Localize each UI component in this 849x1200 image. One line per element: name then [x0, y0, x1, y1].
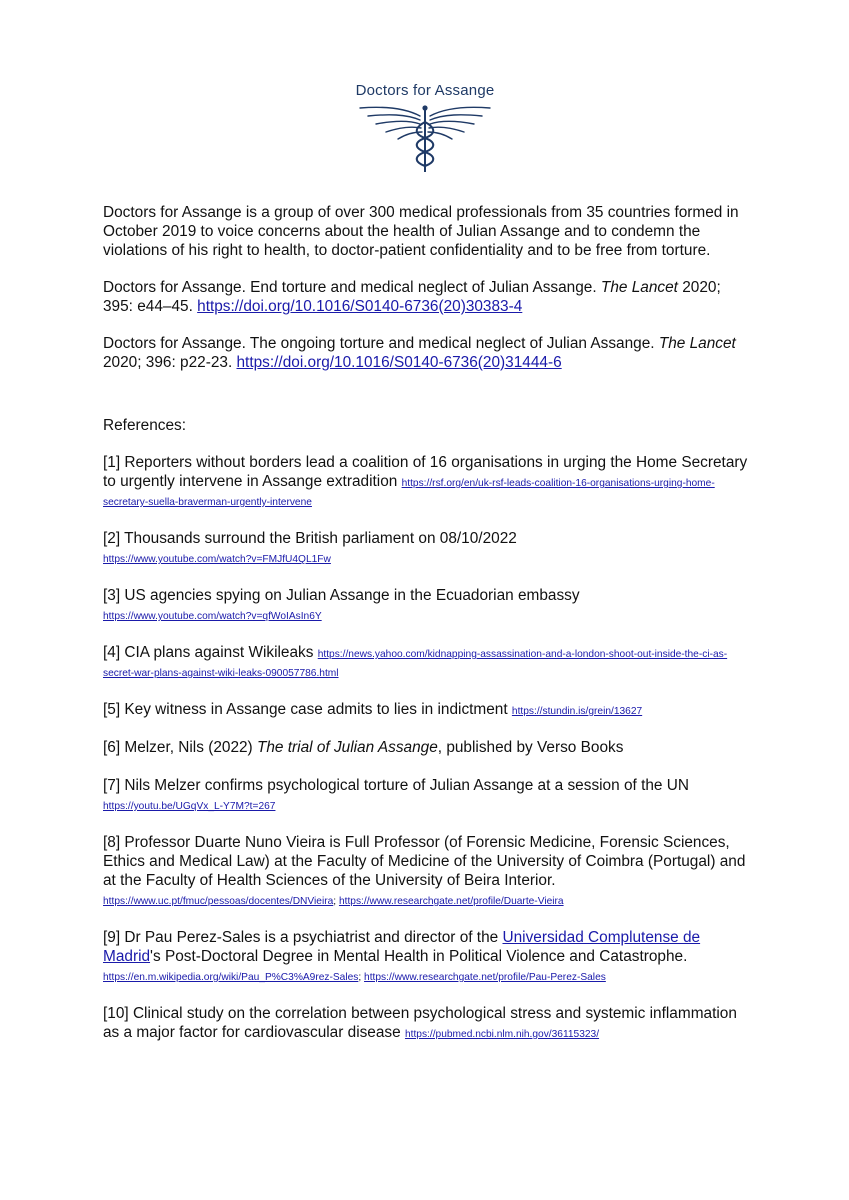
- reference-10-text: [10] Clinical study on the correlation between psychological stress and systemic inflammation as a major factor for cardiovascular disease: [103, 1005, 737, 1041]
- lancet-citation-2: [103, 334, 753, 372]
- reference-8: [103, 833, 753, 909]
- reference-2-text: [2] Thousands surround the British parliament on 08/10/2022: [103, 530, 517, 547]
- reference-1-link[interactable]: https://rsf.org/en/uk-rsf-leads-coalition-16-organisations-urging-home-secretary-suella-braverman-urgently-intervene: [103, 478, 715, 508]
- reference-5-text: [5] Key witness in Assange case admits to lies in indictment: [103, 701, 512, 718]
- lancet-citation-1: [103, 278, 753, 316]
- reference-3-link[interactable]: https://www.youtube.com/watch?v=qfWoIAsIn6Y: [103, 611, 322, 622]
- reference-4-text: [4] CIA plans against Wikileaks: [103, 644, 318, 661]
- lancet-citation-1-text: Doctors for Assange. End torture and medical neglect of Julian Assange.: [103, 279, 601, 296]
- reference-9-post: 's Post-Doctoral Degree in Mental Health in Political Violence and Catastrophe.: [150, 948, 688, 965]
- reference-2: [103, 529, 753, 567]
- reference-1-text: [1] Reporters without borders lead a coalition of 16 organisations in urging the Home Secretary to urgently intervene in Assange extradition: [103, 454, 748, 490]
- reference-5: [103, 700, 753, 719]
- reference-9-link-researchgate[interactable]: https://www.researchgate.net/profile/Pau-Perez-Sales: [364, 972, 606, 983]
- reference-7: [103, 776, 753, 814]
- reference-9-university-link[interactable]: Universidad Complutense de Madrid: [103, 929, 701, 965]
- caduceus-wings-icon: [350, 102, 500, 174]
- reference-9-pre: [9] Dr Pau Perez-Sales is a psychiatrist and director of the: [103, 929, 503, 946]
- references-heading: References:: [103, 417, 186, 434]
- reference-7-text: [7] Nils Melzer confirms psychological torture of Julian Assange at a session of the UN: [103, 777, 689, 794]
- document-body: [103, 203, 753, 1061]
- reference-10: [103, 1004, 753, 1042]
- reference-8-link-researchgate[interactable]: https://www.researchgate.net/profile/Duarte-Vieira: [338, 896, 564, 907]
- reference-3: [103, 586, 753, 624]
- reference-8-separator: ;: [333, 896, 339, 907]
- intro-paragraph: Doctors for Assange is a group of over 300 medical professionals from 35 countries formed in October 2019 to voice concerns about the health of Julian Assange and to condemn the violations of his right to health, to doctor-patient confidentiality and to be free from torture.: [103, 204, 739, 259]
- logo-title: Doctors for Assange: [355, 82, 495, 99]
- reference-5-link[interactable]: https://stundin.is/grein/13627: [511, 706, 643, 717]
- reference-6-post: , published by Verso Books: [437, 739, 624, 756]
- lancet-citation-2-text: Doctors for Assange. The ongoing torture and medical neglect of Julian Assange.: [103, 335, 659, 352]
- reference-7-link[interactable]: https://youtu.be/UGqVx_L-Y7M?t=267: [103, 801, 276, 812]
- reference-9: [103, 928, 753, 985]
- reference-4-link[interactable]: https://news.yahoo.com/kidnapping-assassination-and-a-london-shoot-out-inside-the-ci-as-secret-war-plans-against-wiki-leaks-090057786.html: [103, 649, 728, 679]
- reference-6-pre: [6] Melzer, Nils (2022): [103, 739, 257, 756]
- reference-9-link-wikipedia[interactable]: https://en.m.wikipedia.org/wiki/Pau_P%C3%A9rez-Sales: [103, 972, 359, 983]
- lancet-citation-2-journal: The Lancet: [658, 335, 736, 352]
- reference-8-text: [8] Professor Duarte Nuno Vieira is Full Professor (of Forensic Medicine, Forensic Sciences, Ethics and Medical Law) at the Faculty of Medicine of the University of Coimbra (Portugal) and at the Faculty of Health Sciences of the University of Beira Interior.: [103, 834, 746, 889]
- lancet-citation-1-doi-link[interactable]: https://doi.org/10.1016/S0140-6736(20)30383-4: [197, 298, 523, 315]
- lancet-citation-2-doi-link[interactable]: https://doi.org/10.1016/S0140-6736(20)31444-6: [236, 354, 562, 371]
- reference-1: [103, 453, 753, 510]
- reference-3-text: [3] US agencies spying on Julian Assange in the Ecuadorian embassy: [103, 587, 580, 604]
- reference-2-link[interactable]: https://www.youtube.com/watch?v=FMJfU4QL1Fw: [103, 554, 331, 565]
- lancet-citation-2-details: 2020; 396: p22-23.: [103, 354, 237, 371]
- logo: [330, 82, 520, 174]
- lancet-citation-1-details: 2020; 395: e44–45.: [103, 279, 721, 315]
- reference-9-separator: ;: [358, 972, 365, 983]
- reference-6-book-title: The trial of Julian Assange: [256, 739, 438, 756]
- reference-4: [103, 643, 753, 681]
- reference-10-link[interactable]: https://pubmed.ncbi.nlm.nih.gov/36115323/: [404, 1029, 600, 1040]
- reference-6: [103, 738, 753, 757]
- reference-8-link-uc[interactable]: https://www.uc.pt/fmuc/pessoas/docentes/DNVieira: [103, 896, 334, 907]
- lancet-citation-1-journal: The Lancet: [600, 279, 678, 296]
